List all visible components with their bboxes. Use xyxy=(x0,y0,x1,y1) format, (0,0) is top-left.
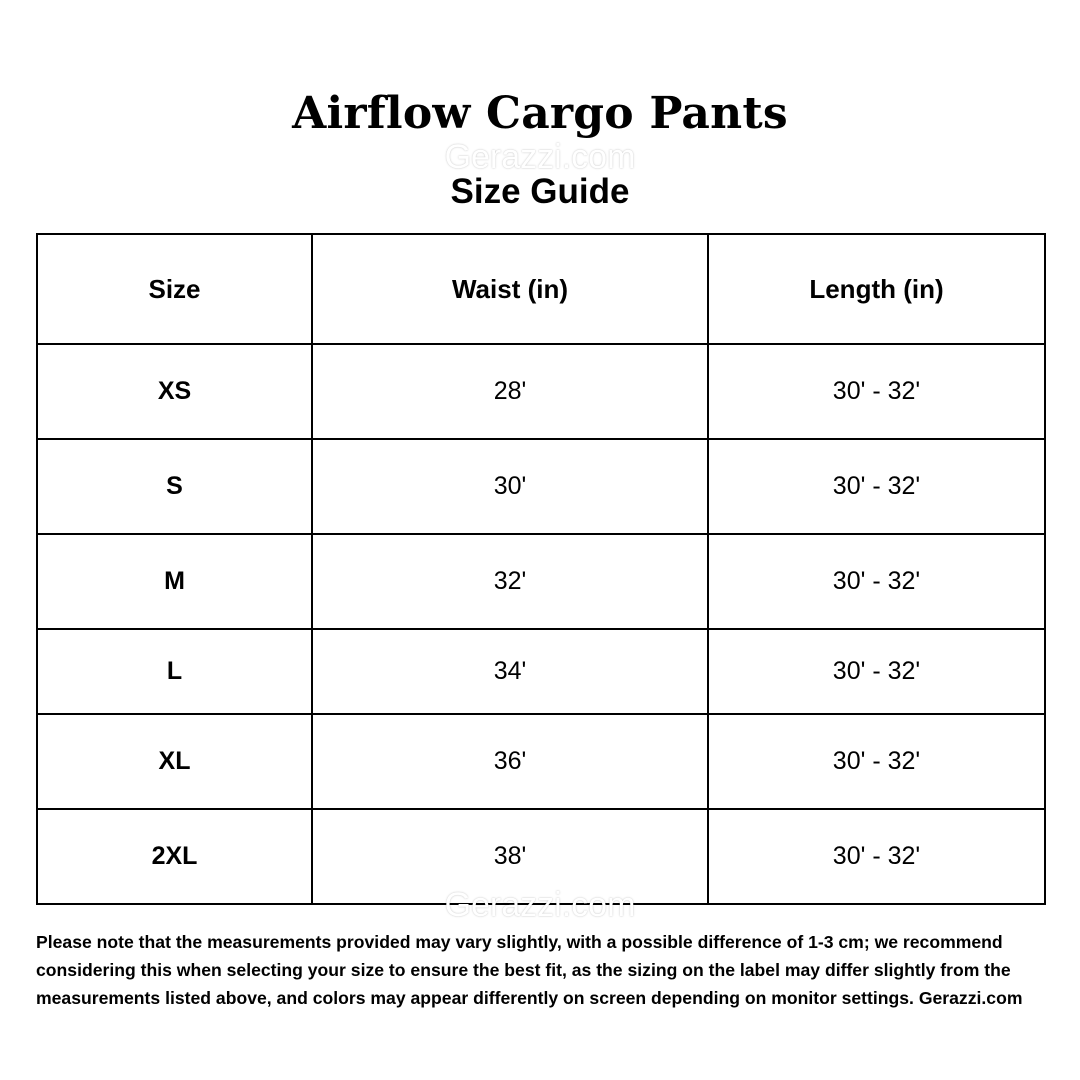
length-cell: 30' - 32' xyxy=(708,439,1045,534)
size-cell: XS xyxy=(37,344,312,439)
table-row xyxy=(37,714,1045,809)
measurement-note: Please note that the measurements provided may vary slightly, with a possible difference of 1-3 cm; we recommend considering this when selecting your size to ensure the best fit, as the sizing on the label may differ slightly from the measurements listed above, and colors may appear differently on screen depending on monitor settings. Gerazzi.com xyxy=(36,932,1023,1008)
table-row xyxy=(37,534,1045,629)
watermark: Gerazzi.com xyxy=(444,886,636,924)
waist-cell: 32' xyxy=(312,534,708,629)
waist-cell: 28' xyxy=(312,344,708,439)
waist-cell: 38' xyxy=(312,809,708,904)
length-cell: 30' - 32' xyxy=(708,629,1045,714)
page-subtitle: Size Guide xyxy=(450,172,630,211)
size-cell: L xyxy=(37,629,312,714)
size-cell: S xyxy=(37,439,312,534)
table-row xyxy=(37,809,1045,904)
size-cell: M xyxy=(37,534,312,629)
length-cell: 30' - 32' xyxy=(708,534,1045,629)
header-waist: Waist (in) xyxy=(312,234,708,344)
size-cell: XL xyxy=(37,714,312,809)
table-row xyxy=(37,439,1045,534)
waist-cell: 36' xyxy=(312,714,708,809)
size-cell: 2XL xyxy=(37,809,312,904)
watermark: Gerazzi.com xyxy=(444,138,636,176)
table-row xyxy=(37,629,1045,714)
waist-cell: 30' xyxy=(312,439,708,534)
table-row xyxy=(37,344,1045,439)
length-cell: 30' - 32' xyxy=(708,344,1045,439)
size-guide-table xyxy=(36,233,1046,905)
header-length: Length (in) xyxy=(708,234,1045,344)
header-size: Size xyxy=(37,234,312,344)
page-title: Airflow Cargo Pants xyxy=(292,88,788,139)
length-cell: 30' - 32' xyxy=(708,809,1045,904)
table-header-row xyxy=(37,234,1045,344)
waist-cell: 34' xyxy=(312,629,708,714)
length-cell: 30' - 32' xyxy=(708,714,1045,809)
